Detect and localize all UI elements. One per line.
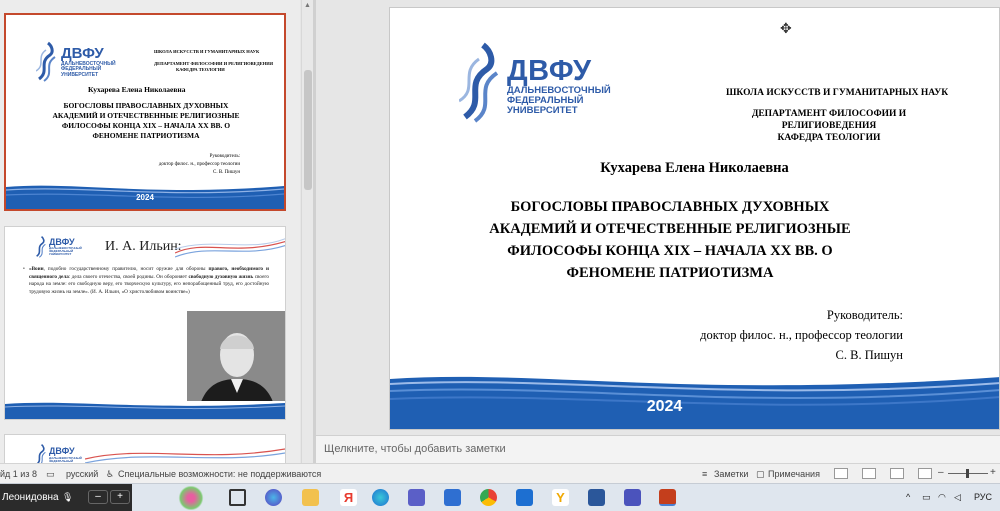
yandex-icon[interactable]: Я bbox=[340, 489, 357, 506]
store-icon[interactable] bbox=[444, 489, 461, 506]
slide-counter: йд 1 из 8 bbox=[0, 469, 37, 479]
dvfu-logo: ДВФУ ДАЛЬНЕВОСТОЧНЫЙ ФЕДЕРАЛЬНЫЙ УНИВЕРСИТЕТ bbox=[35, 235, 82, 259]
slide-thumbnails-pane[interactable] bbox=[0, 0, 300, 463]
zoom-in-icon[interactable]: + bbox=[990, 467, 996, 478]
zoom-plus-button[interactable]: + bbox=[110, 490, 130, 504]
chair-name: КАФЕДРА ТЕОЛОГИИ bbox=[176, 67, 225, 72]
network-icon[interactable]: ◠ bbox=[938, 492, 946, 502]
dvfu-logo: ДВФУ ДАЛЬНЕВОСТОЧНЫЙ ФЕДЕРАЛЬНЫЙ УНИВЕРСИТЕТ bbox=[36, 41, 116, 83]
notes-placeholder[interactable]: Щелкните, чтобы добавить заметки bbox=[324, 443, 506, 455]
mail-icon[interactable] bbox=[516, 489, 533, 506]
wave-band bbox=[5, 401, 285, 419]
notes-icon: ≡ bbox=[702, 469, 708, 479]
current-slide[interactable] bbox=[389, 7, 1000, 430]
wave-band bbox=[390, 373, 999, 429]
zoom-slider-knob[interactable] bbox=[966, 469, 969, 478]
zoom-minus-button[interactable]: – bbox=[88, 490, 108, 504]
word-icon[interactable] bbox=[588, 489, 605, 506]
thumbnail-slide-1[interactable] bbox=[4, 13, 286, 211]
spellcheck-icon[interactable]: ▭ bbox=[46, 469, 55, 479]
move-cursor-icon: ✥ bbox=[780, 20, 792, 36]
slide-heading: И. А. Ильин: bbox=[105, 239, 182, 254]
teams-icon[interactable] bbox=[408, 489, 425, 506]
school-name: ШКОЛА ИСКУССТВ И ГУМАНИТАРНЫХ НАУК bbox=[154, 49, 260, 54]
mic-off-icon[interactable]: 🎙 bbox=[62, 492, 74, 502]
slideshow-button[interactable] bbox=[918, 468, 932, 479]
active-user-window[interactable] bbox=[0, 484, 132, 511]
windows-taskbar bbox=[0, 483, 1000, 511]
thumbnails-scrollbar[interactable] bbox=[301, 0, 313, 463]
slide-title: БОГОСЛОВЫ ПРАВОСЛАВНЫХ ДУХОВНЫХ АКАДЕМИЙ И ОТЕЧЕСТВЕННЫЕ РЕЛИГИОЗНЫЕ ФИЛОСОФЫ КОНЦА XIX – НАЧАЛА XX ВВ. О ФЕНОМЕНЕ ПАТРИОТИЗМА bbox=[489, 199, 851, 281]
notes-pane[interactable] bbox=[316, 435, 1000, 463]
reading-view-button[interactable] bbox=[890, 468, 904, 479]
author-name: Кухарева Елена Николаевна bbox=[88, 85, 186, 94]
edge-browser-icon[interactable] bbox=[372, 489, 389, 506]
file-explorer-icon[interactable] bbox=[302, 489, 319, 506]
department-block: ДЕПАРТАМЕНТ ФИЛОСОФИИ И РЕЛИГИОВЕДЕНИЯ КАФЕДРА ТЕОЛОГИИ bbox=[751, 109, 907, 143]
tray-chevron-icon[interactable]: ^ bbox=[906, 492, 911, 502]
normal-view-button[interactable] bbox=[834, 468, 848, 479]
dvfu-logo: ДВФУ ДАЛЬНЕВОСТОЧНЫЙ ФЕДЕРАЛЬНЫЙ УНИВЕРСИТЕТ bbox=[459, 40, 611, 126]
chrome-icon[interactable] bbox=[480, 489, 497, 506]
scroll-up-icon[interactable]: ▲ bbox=[304, 2, 311, 9]
author-name: Кухарева Елена Николаевна bbox=[600, 160, 789, 176]
year-label: 2024 bbox=[646, 398, 683, 415]
dvfu-logo: ДВФУ ДАЛЬНЕВОСТОЧНЫЙ ФЕДЕРАЛЬНЫЙ bbox=[35, 443, 82, 463]
zoom-out-icon[interactable]: – bbox=[938, 467, 944, 478]
teams-classic-icon[interactable] bbox=[624, 489, 641, 506]
input-language[interactable]: РУС bbox=[974, 492, 993, 502]
task-view-icon[interactable] bbox=[229, 489, 246, 506]
year-label: 2024 bbox=[136, 193, 154, 202]
supervisor-block: Руководитель: доктор филос. н., профессор теологии С. В. Пишун bbox=[158, 154, 240, 175]
thumbnail-slide-3[interactable] bbox=[4, 434, 286, 463]
comments-button[interactable]: Примечания bbox=[768, 469, 820, 479]
dvfu-helix-icon bbox=[35, 443, 47, 463]
scrollbar-thumb[interactable] bbox=[304, 70, 312, 190]
dvfu-helix-icon bbox=[459, 40, 503, 126]
slide-sorter-button[interactable] bbox=[862, 468, 876, 479]
accessibility-status[interactable]: Специальные возможности: не поддерживаются bbox=[118, 469, 322, 479]
dvfu-helix-icon bbox=[36, 41, 58, 83]
user-name: Леонидовна bbox=[2, 492, 59, 503]
yandex-browser-icon[interactable]: Y bbox=[552, 489, 569, 506]
volume-icon[interactable]: ◁ bbox=[954, 492, 961, 502]
flower-app-icon[interactable] bbox=[178, 486, 204, 510]
decorative-waves bbox=[85, 441, 285, 463]
slide-title: БОГОСЛОВЫ ПРАВОСЛАВНЫХ ДУХОВНЫХ АКАДЕМИЙ И ОТЕЧЕСТВЕННЫЕ РЕЛИГИОЗНЫЕ ФИЛОСОФЫ КОНЦА XIX – НАЧАЛА XX ВВ. О ФЕНОМЕНЕ ПАТРИОТИЗМА bbox=[52, 101, 240, 140]
thumbnail-slide-2[interactable] bbox=[4, 226, 286, 420]
slide-editor[interactable] bbox=[316, 0, 1000, 435]
accessibility-icon: ♿ bbox=[106, 469, 115, 479]
department-name: ДЕПАРТАМЕНТ ФИЛОСОФИИ И РЕЛИГИОВЕДЕНИЯ bbox=[154, 61, 274, 66]
notes-button[interactable]: Заметки bbox=[714, 469, 749, 479]
language-indicator[interactable]: русский bbox=[66, 469, 99, 479]
dvfu-helix-icon bbox=[35, 235, 47, 259]
supervisor-block: Руководитель: доктор филос. н., профессор теологии С. В. Пишун bbox=[700, 308, 903, 362]
school-name: ШКОЛА ИСКУССТВ И ГУМАНИТАРНЫХ НАУК bbox=[726, 88, 949, 98]
comments-icon: ▢ bbox=[756, 469, 765, 479]
copilot-icon[interactable] bbox=[265, 489, 282, 506]
battery-icon[interactable]: ▭ bbox=[922, 492, 931, 502]
decorative-waves bbox=[175, 233, 286, 261]
quote-text: • «Воин, подобно государственному правителю, носит оружие для обороны правого, необходимого и священного дела: дела своего отечества, своей родины. Он обороняет свободную духовную жизнь своего народа на земле: его свободную веру, его творческую культуру, его непорабощенный труд, его достойную трудовую жизнь на земле». (И. А. Ильин, «О христолюбивом воинстве») bbox=[23, 266, 269, 295]
status-bar bbox=[0, 463, 1000, 483]
powerpoint-icon[interactable] bbox=[659, 489, 676, 506]
wave-band bbox=[6, 183, 284, 209]
